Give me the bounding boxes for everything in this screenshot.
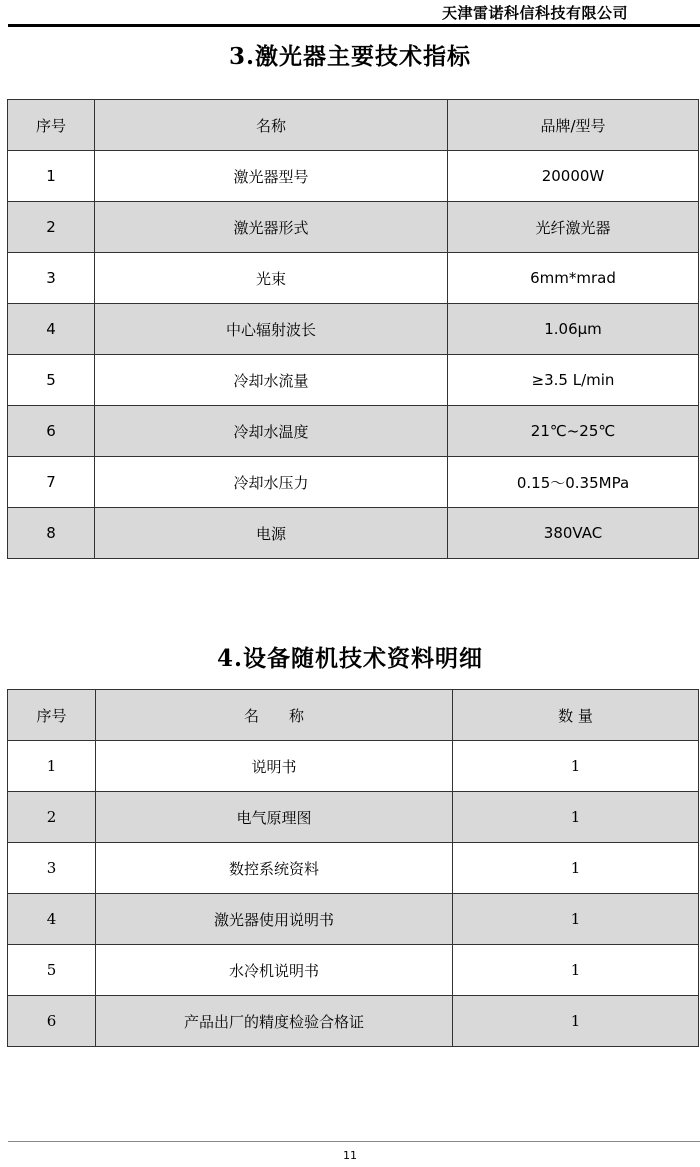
- table-row: [8, 304, 699, 355]
- row-index: 7: [8, 457, 95, 508]
- row-name: 产品出厂的精度检验合格证: [96, 996, 453, 1047]
- row-index: 5: [8, 945, 96, 996]
- row-name: 中心辐射波长: [95, 304, 448, 355]
- table-row: [8, 508, 699, 559]
- table-row: [8, 253, 699, 304]
- row-index: 4: [8, 304, 95, 355]
- table-row: [8, 457, 699, 508]
- row-index: 1: [8, 741, 96, 792]
- page-number: 11: [343, 1149, 357, 1162]
- table-header-row: [8, 690, 699, 741]
- row-name: 冷却水流量: [95, 355, 448, 406]
- row-index: 2: [8, 792, 96, 843]
- row-quantity: 1: [453, 792, 699, 843]
- row-name: 冷却水温度: [95, 406, 448, 457]
- row-name: 光束: [95, 253, 448, 304]
- row-name: 电气原理图: [96, 792, 453, 843]
- row-index: 6: [8, 406, 95, 457]
- row-value: 1.06μm: [448, 304, 699, 355]
- row-name: 激光器型号: [95, 151, 448, 202]
- table-row: [8, 741, 699, 792]
- row-quantity: 1: [453, 741, 699, 792]
- table-row: [8, 792, 699, 843]
- table-row: [8, 355, 699, 406]
- column-header-quantity: 数 量: [453, 690, 699, 741]
- row-quantity: 1: [453, 843, 699, 894]
- header-rule: [8, 24, 700, 27]
- row-quantity: 1: [453, 894, 699, 945]
- table-row: [8, 894, 699, 945]
- table-header-row: [8, 100, 699, 151]
- table-row: [8, 945, 699, 996]
- row-value: 6mm*mrad: [448, 253, 699, 304]
- table-row: [8, 151, 699, 202]
- row-quantity: 1: [453, 996, 699, 1047]
- column-header-index: 序号: [8, 100, 95, 151]
- row-index: 3: [8, 843, 96, 894]
- column-header-model: 品牌/型号: [448, 100, 699, 151]
- table-row: [8, 202, 699, 253]
- row-index: 1: [8, 151, 95, 202]
- row-value: 380VAC: [448, 508, 699, 559]
- row-index: 3: [8, 253, 95, 304]
- row-name: 激光器使用说明书: [96, 894, 453, 945]
- row-value: 0.15～0.35MPa: [448, 457, 699, 508]
- row-index: 8: [8, 508, 95, 559]
- row-quantity: 1: [453, 945, 699, 996]
- row-name: 说明书: [96, 741, 453, 792]
- column-header-name: 名 称: [96, 690, 453, 741]
- row-index: 4: [8, 894, 96, 945]
- row-name: 数控系统资料: [96, 843, 453, 894]
- footer-rule: [8, 1141, 700, 1142]
- column-header-name: 名称: [95, 100, 448, 151]
- section-3-title: 3.激光器主要技术指标: [228, 43, 471, 70]
- laser-spec-table: [7, 99, 699, 559]
- row-index: 6: [8, 996, 96, 1047]
- company-name: 天津雷诺科信科技有限公司: [441, 4, 628, 22]
- row-name: 冷却水压力: [95, 457, 448, 508]
- table-row: [8, 406, 699, 457]
- row-value: 21℃~25℃: [448, 406, 699, 457]
- table-row: [8, 843, 699, 894]
- documents-table: [7, 689, 699, 1047]
- row-index: 2: [8, 202, 95, 253]
- row-value: 20000W: [448, 151, 699, 202]
- column-header-index: 序号: [8, 690, 96, 741]
- table-row: [8, 996, 699, 1047]
- row-value: 光纤激光器: [448, 202, 699, 253]
- row-name: 电源: [95, 508, 448, 559]
- row-index: 5: [8, 355, 95, 406]
- row-value: ≥3.5 L/min: [448, 355, 699, 406]
- row-name: 激光器形式: [95, 202, 448, 253]
- section-4-title: 4.设备随机技术资料明细: [216, 645, 483, 672]
- row-name: 水冷机说明书: [96, 945, 453, 996]
